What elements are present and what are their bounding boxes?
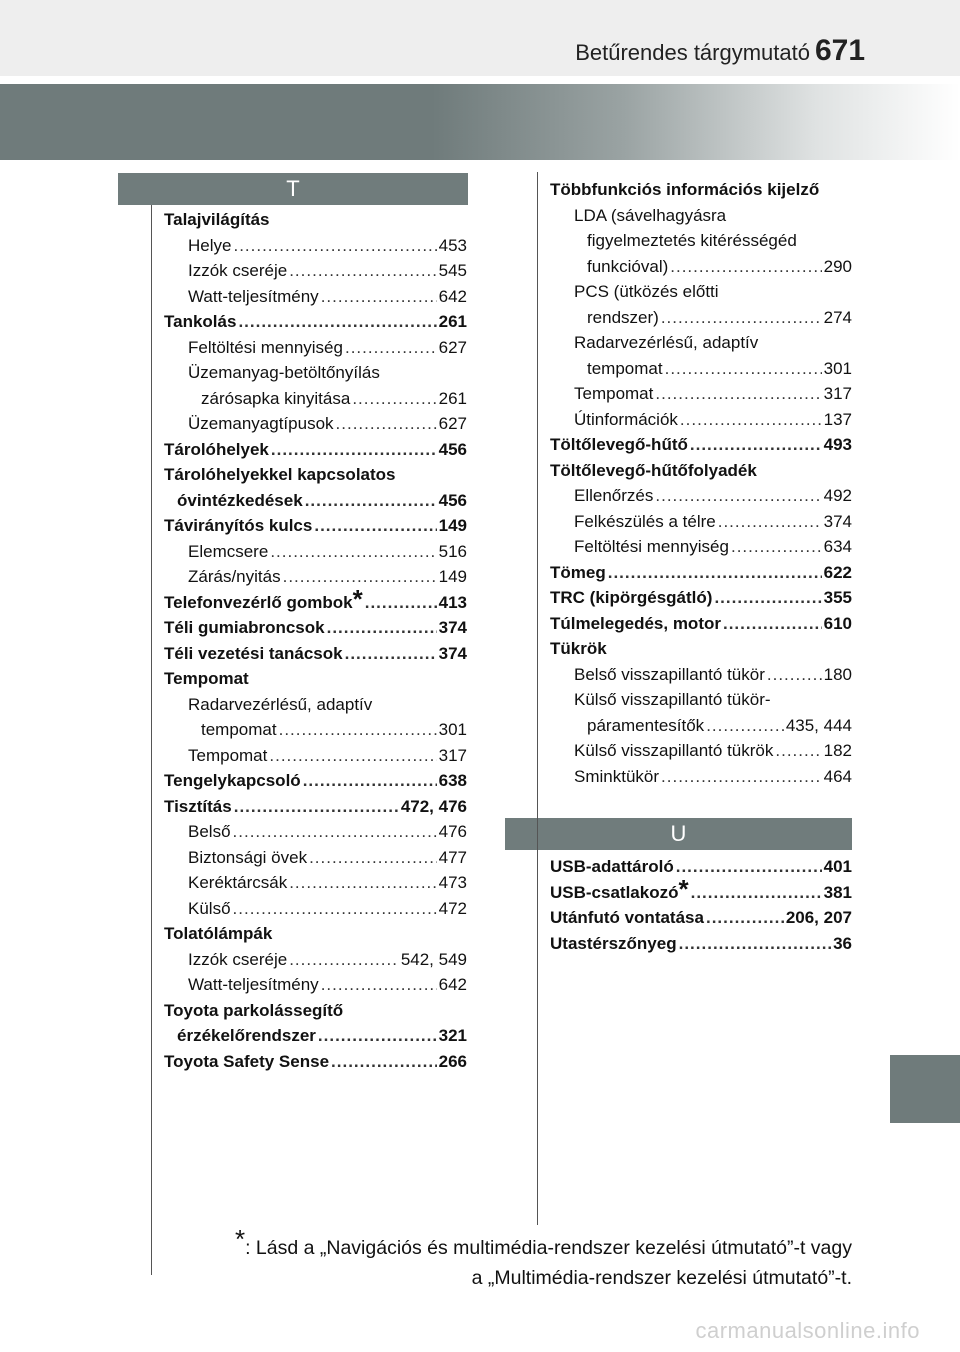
index-entry-term: Tisztítás (164, 796, 232, 816)
index-entry-term: Tolatólámpák (164, 924, 273, 943)
index-entry-term: Sminktükör (574, 766, 660, 786)
dot-leader (665, 356, 822, 382)
index-entry-term: figyelmeztetés kitérésségéd (587, 231, 797, 250)
index-entry (164, 309, 467, 335)
dot-leader (233, 233, 436, 259)
index-entry (550, 483, 852, 509)
index-entry-page: 627 (438, 337, 467, 357)
index-entry-page: 317 (438, 745, 467, 765)
index-entry-page: 627 (438, 414, 467, 433)
index-entry-page: 266 (438, 1051, 467, 1071)
index-entry-term: Tengelykapcsoló (164, 771, 301, 790)
footnote-line-1: *: Lásd a „Navigációs és multimédia-rendszer kezelési útmutató”-t vagy (234, 1224, 852, 1259)
index-entry-term: Tempomat (574, 384, 654, 403)
index-entry-term: páramentesítők (587, 715, 705, 735)
index-entry-page: 492 (823, 486, 852, 505)
index-entry-term: Biztonsági övek (188, 847, 308, 867)
dot-leader (655, 381, 821, 407)
index-entry-term: Feltöltési mennyiség (188, 337, 343, 357)
index-entry-term: tempomat (587, 358, 663, 378)
index-entry-term: Izzók cseréje (188, 261, 288, 280)
dot-leader (706, 905, 784, 931)
index-entry (164, 564, 467, 590)
index-entry (550, 330, 852, 356)
index-entry-term: Felkészülés a télre (574, 511, 716, 531)
index-entry (550, 432, 852, 458)
index-entry (164, 284, 467, 310)
dot-leader (723, 611, 822, 637)
index-entry-page: 374 (438, 618, 467, 637)
index-entry-term: Túlmelegedés, motor (550, 613, 721, 633)
index-entry-page: 476 (438, 822, 467, 841)
index-entry-term: tempomat (201, 720, 277, 739)
dot-leader (269, 743, 436, 769)
index-entry-page: 261 (438, 388, 467, 408)
index-entry-term: Toyota Safety Sense (164, 1051, 330, 1071)
dot-leader (345, 641, 437, 667)
index-entry-page: 472, 476 (400, 796, 467, 816)
dot-leader (655, 483, 821, 509)
index-entry-page: 182 (823, 741, 852, 760)
index-entry-term: Keréktárcsák (188, 873, 288, 892)
index-entry (164, 972, 467, 998)
dot-leader (331, 1049, 437, 1075)
dot-leader (305, 488, 437, 514)
index-entry-term: Utastérszőnyeg (550, 933, 677, 953)
dot-leader (608, 560, 822, 586)
index-entry (550, 356, 852, 382)
index-entry-page: 493 (823, 435, 852, 454)
index-entry-page: 622 (823, 562, 852, 582)
index-entry-term: Feltöltési mennyiség (574, 537, 729, 556)
dot-leader (661, 764, 822, 790)
index-entry (164, 921, 467, 947)
index-column-left (164, 207, 467, 1074)
index-entry (550, 177, 852, 203)
index-entry-page: 472 (438, 898, 467, 918)
index-entry-page: 381 (823, 882, 852, 902)
index-entry-page: 321 (438, 1026, 467, 1045)
column-divider-left (151, 205, 152, 1275)
index-entry-page: 464 (823, 766, 852, 786)
index-column-right (550, 177, 852, 789)
index-entry-term: Tárolóhelyek (164, 439, 269, 459)
dot-leader (679, 931, 831, 957)
index-entry-term: TRC (kipörgésgátló) (550, 588, 713, 607)
index-entry: Telefonvezérlő gombok * ..... 413 (164, 590, 467, 616)
index-entry-term: Tempomat (164, 669, 249, 688)
index-entry-term: érzékelőrendszer (177, 1026, 316, 1045)
index-entry-page: 542, 549 (400, 949, 467, 969)
index-entry-term: Talajvilágítás (164, 210, 270, 229)
index-entry (550, 228, 852, 254)
index-entry (164, 233, 467, 259)
index-entry (164, 845, 467, 871)
index-entry-page: 149 (438, 567, 467, 586)
index-entry-term: Tárolóhelyekkel kapcsolatos (164, 465, 396, 484)
index-entry-page: 456 (438, 439, 467, 459)
dot-leader (289, 870, 436, 896)
index-entry (164, 794, 467, 820)
dot-leader (706, 713, 784, 739)
dot-leader (314, 513, 436, 539)
decorative-gradient-bar (0, 84, 960, 160)
dot-leader (270, 539, 436, 565)
index-entry (164, 462, 467, 488)
dot-leader (289, 258, 436, 284)
index-entry-term: Távirányítós kulcs (164, 516, 313, 535)
dot-leader (318, 1023, 437, 1049)
index-entry-term: Töltőlevegő-hűtő (550, 435, 688, 454)
index-entry-page: 545 (438, 261, 467, 280)
index-entry-term: Külső (188, 898, 231, 918)
dot-leader (680, 407, 822, 433)
index-entry-term: Belső (188, 822, 231, 841)
dot-leader (345, 335, 437, 361)
dot-leader (289, 947, 399, 973)
index-entry-term: Üzemanyagtípusok (188, 414, 334, 433)
index-entry-term: Tempomat (188, 745, 268, 765)
index-entry-term: Külső visszapillantó tükör- (574, 690, 771, 709)
index-entry (164, 258, 467, 284)
index-entry-page: 638 (438, 771, 467, 790)
index-entry (550, 509, 852, 535)
index-entry (164, 717, 467, 743)
index-entry (550, 636, 852, 662)
dot-leader (670, 254, 821, 280)
index-entry (164, 743, 467, 769)
dot-leader (233, 896, 437, 922)
index-entry (550, 254, 852, 280)
index-entry-page: 137 (823, 409, 852, 429)
index-entry-term: Zárás/nyitás (188, 567, 281, 586)
dot-leader (271, 437, 437, 463)
dot-leader (336, 411, 437, 437)
index-entry-term: Utánfutó vontatása (550, 908, 704, 927)
dot-leader (327, 615, 437, 641)
index-entry-page: 301 (438, 720, 467, 739)
index-entry-term: LDA (sávelhagyásra (574, 205, 727, 225)
index-entry-page: 374 (438, 643, 467, 663)
index-entry (550, 662, 852, 688)
section-header-t: T (118, 173, 468, 205)
index-entry (550, 305, 852, 331)
index-entry-term: Tömeg (550, 562, 606, 582)
index-entry (164, 437, 467, 463)
index-entry (164, 615, 467, 641)
index-entry-page: 274 (823, 307, 852, 327)
dot-leader (352, 386, 436, 412)
dot-leader (676, 854, 822, 880)
index-entry (550, 585, 852, 611)
index-entry (164, 360, 467, 386)
index-entry (550, 687, 852, 713)
index-entry-page: 206, 207 (785, 908, 852, 927)
index-entry-page: 456 (438, 490, 467, 510)
index-entry-term: Elemcsere (188, 541, 269, 561)
index-entry-term: Izzók cseréje (188, 949, 288, 969)
dot-leader (731, 534, 822, 560)
index-entry-term: USB-adattároló (550, 857, 674, 876)
index-entry-term: Watt-teljesítmény (188, 975, 319, 994)
index-entry (550, 854, 852, 880)
index-entry-term: Helye (188, 235, 232, 255)
index-entry-page: 301 (823, 358, 852, 378)
index-entry (550, 905, 852, 931)
column-divider-middle (537, 172, 538, 1225)
index-entry-term: Többfunkciós információs kijelző (550, 180, 820, 199)
dot-leader (718, 509, 822, 535)
index-entry (164, 896, 467, 922)
index-entry (164, 819, 467, 845)
index-entry-page: 149 (438, 516, 467, 535)
index-entry (550, 931, 852, 957)
dot-leader (233, 819, 437, 845)
index-entry-page: 642 (438, 975, 467, 994)
index-entry-page: 473 (438, 873, 467, 892)
index-entry (164, 768, 467, 794)
index-entry-term: funkcióval) (587, 256, 669, 276)
index-entry-term: Ellenőrzés (574, 486, 654, 505)
dot-leader (238, 309, 436, 335)
index-entry (164, 488, 467, 514)
index-entry-page: 355 (823, 588, 852, 607)
dot-leader (775, 738, 821, 764)
index-entry-page: 317 (823, 384, 852, 403)
footnote-star: * (234, 1224, 246, 1254)
index-entry (164, 335, 467, 361)
index-entry-term: zárósapka kinyitása (201, 388, 351, 408)
index-entry-term: Útinformációk (574, 409, 678, 429)
index-entry-page: 642 (438, 286, 467, 306)
index-entry-page: 610 (823, 613, 852, 633)
index-entry-term: Téli gumiabroncsok (164, 618, 325, 637)
index-entry-page: 290 (823, 256, 852, 276)
index-entry-term: Tankolás (164, 312, 237, 331)
index-entry-term: Telefonvezérlő gombok (164, 592, 353, 612)
footnote (234, 1224, 852, 1293)
index-entry (164, 666, 467, 692)
page-number: 671 (815, 34, 866, 67)
index-entry (164, 998, 467, 1024)
dot-leader (321, 284, 437, 310)
index-entry (550, 203, 852, 229)
index-entry-page: 516 (438, 541, 467, 561)
index-entry-term: Watt-teljesítmény (188, 286, 319, 306)
dot-leader (321, 972, 437, 998)
dot-leader (690, 432, 822, 458)
index-entry-term: Téli vezetési tanácsok (164, 643, 343, 663)
index-entry-term: Üzemanyag-betöltőnyílás (188, 363, 380, 382)
index-entry (550, 713, 852, 739)
index-entry (550, 534, 852, 560)
index-entry (164, 1023, 467, 1049)
index-entry-term: rendszer) (587, 307, 659, 327)
index-entry (164, 1049, 467, 1075)
dot-leader (365, 590, 437, 616)
index-entry-term: Radarvezérlésű, adaptív (188, 694, 373, 714)
index-entry (550, 560, 852, 586)
index-entry (164, 947, 467, 973)
index-entry-page: 477 (438, 847, 467, 867)
index-entry (164, 411, 467, 437)
index-entry (164, 207, 467, 233)
index-entry-page: 413 (438, 592, 467, 612)
index-entry (550, 458, 852, 484)
section-header-u: U (505, 818, 852, 850)
index-entry-term: Belső visszapillantó tükör (574, 664, 765, 684)
index-entry-page: 374 (823, 511, 852, 531)
dot-leader (691, 880, 822, 906)
index-entry-page: 453 (438, 235, 467, 255)
index-entry-term: PCS (ütközés előtti (574, 282, 719, 301)
watermark: carmanualsonline.info (695, 1318, 920, 1343)
index-entry-page: 36 (833, 933, 852, 953)
index-entry-page: 634 (823, 537, 852, 556)
dot-leader (279, 717, 437, 743)
index-entry-page: 401 (823, 857, 852, 876)
index-entry-term: Külső visszapillantó tükrök (574, 741, 774, 760)
index-entry-page: 261 (438, 312, 467, 331)
dot-leader (661, 305, 822, 331)
index-entry: USB-csatlakozó * ..... 381 (550, 880, 852, 906)
dot-leader (714, 585, 821, 611)
chapter-side-tab (890, 1055, 960, 1123)
index-column-u (550, 854, 852, 956)
index-entry (164, 513, 467, 539)
index-entry (550, 764, 852, 790)
page-header-title: Betűrendes tárgymutató (575, 40, 810, 65)
index-entry (164, 870, 467, 896)
index-entry-term: Tükrök (550, 639, 607, 658)
index-entry (164, 539, 467, 565)
dot-leader (234, 794, 399, 820)
index-entry-term: USB-csatlakozó (550, 882, 679, 902)
index-entry-term: Töltőlevegő-hűtőfolyadék (550, 460, 757, 480)
index-entry (550, 738, 852, 764)
index-entry-term: óvintézkedések (177, 490, 303, 510)
index-entry (550, 611, 852, 637)
index-entry-page: 180 (823, 664, 852, 684)
footnote-line-2: a „Multimédia-rendszer kezelési útmutató”-t. (471, 1267, 852, 1289)
index-entry-term: Toyota parkolássegítő (164, 1000, 344, 1020)
index-entry-page: 435, 444 (785, 715, 852, 735)
dot-leader (303, 768, 437, 794)
index-entry (550, 279, 852, 305)
index-entry (164, 386, 467, 412)
index-entry-term: Radarvezérlésű, adaptív (574, 333, 759, 352)
index-entry (550, 381, 852, 407)
dot-leader (767, 662, 822, 688)
index-entry (550, 407, 852, 433)
dot-leader (309, 845, 437, 871)
index-entry (164, 641, 467, 667)
index-entry (164, 692, 467, 718)
